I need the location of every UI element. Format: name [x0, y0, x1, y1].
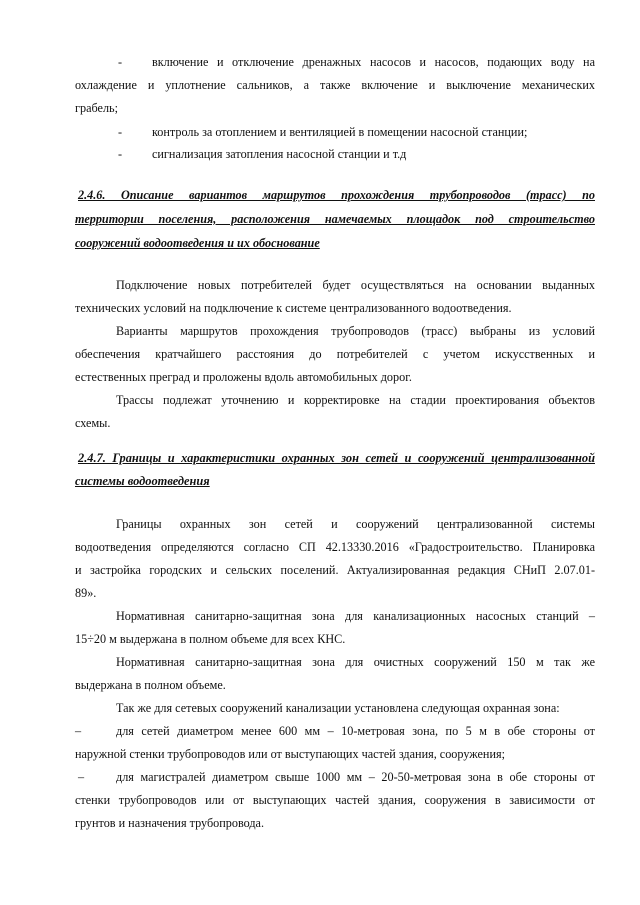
- section-heading-line-1: 2.4.7. Границы и характеристики охранных зон сетей и сооружений централизованной: [78, 451, 595, 465]
- dash-item-1-line-1: для сетей диаметром менее 600 мм – 10-метровая зона, по 5 м в обе стороны от: [116, 724, 595, 738]
- section-heading-line-3: сооружений водоотведения и их обоснование: [75, 236, 320, 250]
- section-heading-line-2: системы водоотведения: [75, 474, 210, 488]
- dash-item-1-line-2: наружной стенки трубопроводов или от выступающих частей здания, сооружения;: [75, 747, 505, 761]
- bullet-3: сигнализация затопления насосной станции и т.д: [152, 147, 407, 161]
- paragraph-line: технических условий на подключение к системе централизованного водоотведения.: [75, 301, 512, 315]
- paragraph-line: обеспечения кратчайшего расстояния до потребителей с учетом искусственных и: [75, 347, 595, 361]
- bullet-1-line-1: включение и отключение дренажных насосов и насосов, подающих воду на: [152, 55, 595, 69]
- paragraph-line: 15÷20 м выдержана в полном объеме для всех КНС.: [75, 632, 346, 646]
- paragraph-line: Так же для сетевых сооружений канализации установлена следующая охранная зона:: [116, 701, 560, 715]
- section-heading-line-2: территории поселения, расположения намечаемых площадок под строительство: [75, 212, 595, 226]
- dash-item-2-line-3: грунтов и назначения трубопровода.: [75, 816, 265, 830]
- paragraph-line: выдержана в полном объеме.: [75, 678, 226, 692]
- paragraph-line: Трассы подлежат уточнению и корректировке на стадии проектирования объектов: [116, 393, 595, 407]
- paragraph-line: Нормативная санитарно-защитная зона для очистных сооружений 150 м так же: [116, 655, 595, 669]
- bullet-1-line-2: охлаждение и уплотнение сальников, а также включение и выключение механических: [75, 78, 595, 92]
- bullet-marker: -: [118, 147, 123, 161]
- paragraph-line: и застройка городских и сельских поселений. Актуализированная редакция СНиП 2.07.01-: [75, 563, 595, 577]
- paragraph-line: Подключение новых потребителей будет осуществляться на основании выданных: [116, 278, 595, 292]
- paragraph-line: Нормативная санитарно-защитная зона для канализационных насосных станций –: [116, 609, 595, 623]
- bullet-marker: -: [118, 125, 123, 139]
- bullet-1-line-3: грабель;: [75, 101, 118, 115]
- dash-marker: –: [78, 770, 85, 784]
- paragraph-line: Варианты маршрутов прохождения трубопроводов (трасс) выбраны из условий: [116, 324, 595, 338]
- section-heading-line-1: 2.4.6. Описание вариантов маршрутов прохождения трубопроводов (трасс) по: [78, 188, 595, 202]
- paragraph-line: 89».: [75, 586, 97, 600]
- paragraph-line: схемы.: [75, 416, 111, 430]
- paragraph-line: водоотведения определяются согласно СП 42.13330.2016 «Градостроительство. Планировка: [75, 540, 595, 554]
- paragraph-line: Границы охранных зон сетей и сооружений централизованной системы: [116, 517, 595, 531]
- dash-item-2-line-2: стенки трубопроводов или от выступающих частей здания, сооружения в зависимости от: [75, 793, 595, 807]
- bullet-marker: -: [118, 55, 123, 69]
- dash-item-2-line-1: для магистралей диаметром свыше 1000 мм – 20-50-метровая зона в обе стороны от: [116, 770, 595, 784]
- dash-marker: –: [75, 724, 82, 738]
- bullet-2: контроль за отоплением и вентиляцией в помещении насосной станции;: [152, 125, 528, 139]
- paragraph-line: естественных преград и проложены вдоль автомобильных дорог.: [75, 370, 412, 384]
